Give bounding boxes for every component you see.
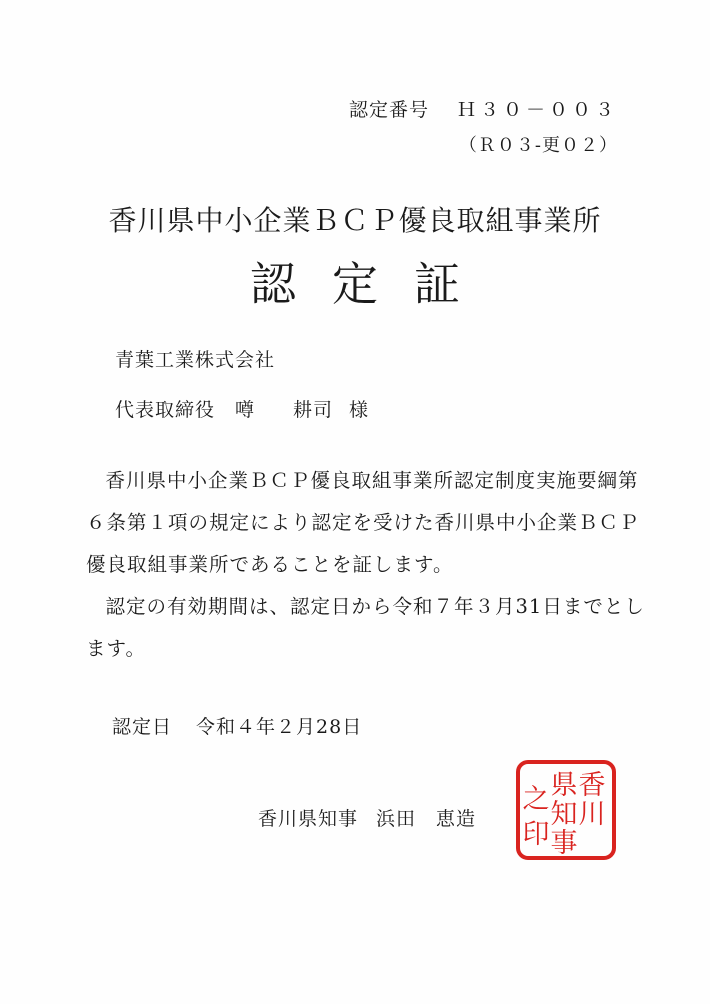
certification-date (112, 712, 362, 739)
official-seal (514, 758, 618, 862)
certificate-number-label: 認定番号 (348, 99, 429, 121)
svg-text:県: 県 (550, 770, 578, 801)
body-paragraph-2: 認定の有効期間は、認定日から令和７年３月31日までとします。 (86, 595, 645, 660)
svg-text:川: 川 (578, 799, 606, 830)
certificate-number (349, 95, 618, 122)
representative-given-name: 耕司 (293, 399, 334, 421)
date-label: 認定日 (112, 716, 173, 738)
recipient-company: 青葉工業株式会社 (115, 349, 276, 371)
svg-text:知: 知 (550, 799, 578, 830)
body-paragraph-1: 香川県中小企業ＢＣＰ優良取組事業所認定制度実施要綱第６条第１項の規定により認定を受けた香川県中小企業ＢＣＰ優良取組事業所であることを証します。 (86, 469, 640, 576)
honorific: 様 (349, 399, 370, 421)
signer-position: 香川県知事 (258, 808, 359, 830)
signer-given-name: 恵造 (436, 808, 477, 830)
svg-text:印: 印 (522, 819, 550, 850)
svg-text:香: 香 (578, 770, 606, 801)
signer-surname: 浜田 (376, 808, 417, 830)
revision-code: （Ｒ０３-更０２） (458, 135, 618, 156)
representative-surname: 噂 (235, 399, 256, 421)
certificate-heading: 認定証 (250, 257, 496, 311)
signer (258, 804, 476, 831)
certificate-number-value: Ｈ３０－００３ (456, 99, 618, 121)
representative-title: 代表取締役 (115, 399, 216, 421)
recipient-representative (115, 395, 369, 422)
svg-text:之: 之 (522, 784, 550, 815)
date-value: 令和４年２月28日 (196, 716, 363, 738)
certificate-body (86, 460, 646, 670)
certificate-title: 香川県中小企業ＢＣＰ優良取組事業所 (108, 204, 602, 237)
svg-text:事: 事 (550, 828, 578, 859)
